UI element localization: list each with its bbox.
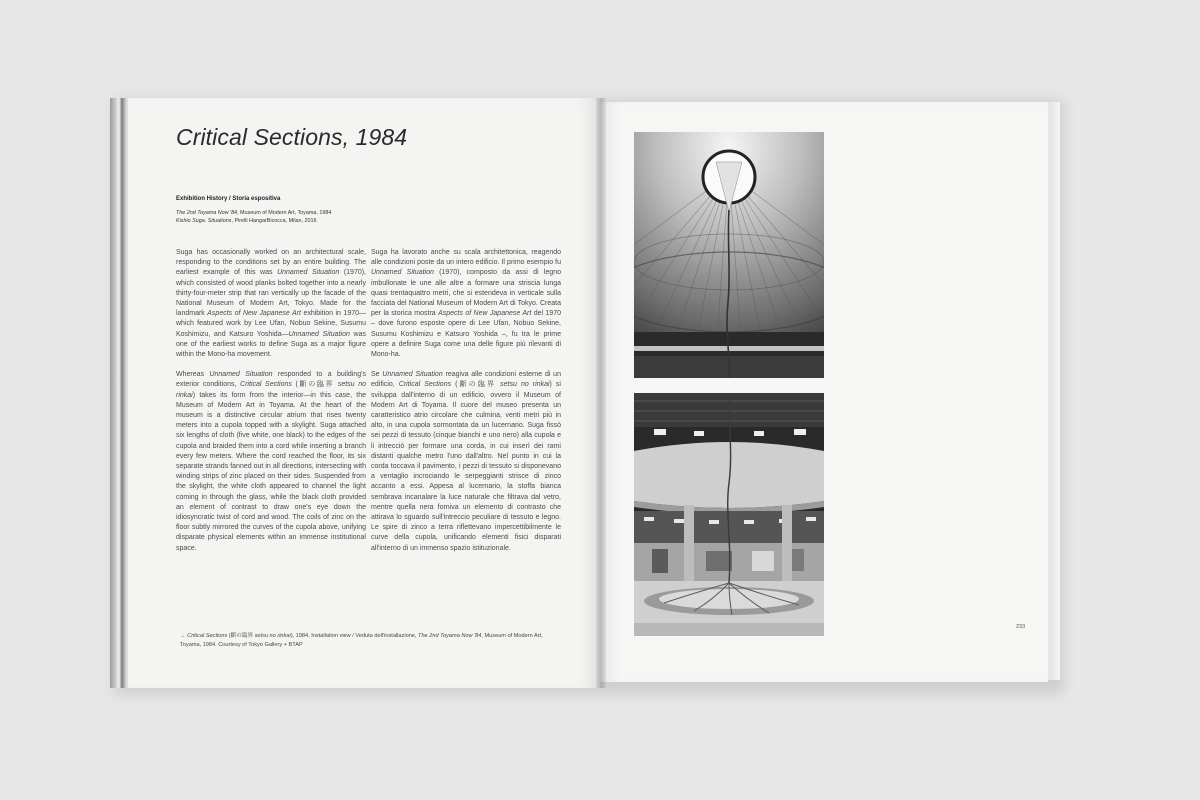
italic-text-run: Unnamed Situation bbox=[371, 269, 434, 277]
italic-text-run: setsu no rinkai bbox=[500, 381, 550, 389]
english-text-column bbox=[176, 248, 366, 564]
italic-text-run: Aspects of New Japanese Art bbox=[438, 310, 532, 318]
italic-text-run: Unnamed Situation bbox=[288, 330, 350, 338]
italic-text-run: Critical Sections bbox=[187, 633, 228, 639]
text-run: (斷の臨界 bbox=[291, 381, 338, 389]
page-title: Critical Sections, 1984 bbox=[176, 124, 408, 150]
page-number: 233 bbox=[1016, 624, 1026, 630]
text-run: (斷の臨界 bbox=[451, 381, 501, 389]
italic-text-run: setsu no rinkai bbox=[176, 381, 366, 399]
text-run: ) si sviluppa dall'interno di un edificio, ovvero il Museum of Modern Art di Toyama. Il cuore del museo presenta un caratteristico atrio circolare che culmina, venti metri più in alto, in una cupola sormontata da un lucernario. Suga fissò sei pezzi di tessuto (cinque bianchi e uno nero) alla cupola e li intrecciò per formare una corda, in cui inserì dei rami distanti qualche metro l'uno dall'altro. Nel punto in cui la corda toccava il pavimento, i pezzi di tessuto si disponevano a ventaglio incrociando le serpeggianti strisce di zinco accanto a essi. Appesa al lucernario, la stoffa bianca sembrava incanalare la luce naturale che filtrava dal vetro, mentre quella nera forniva un elemento di contrasto che attirava lo sguardo sull'intreccio peculiare di tessuto e legno. Le spire di zinco a terra riflettevano impercettibilmente le curve della cupola, unificando elementi fisici disparati all'interno di un immenso spazio istituzionale. bbox=[371, 381, 561, 552]
italic-text-run: Aspects of New Japanese Art bbox=[207, 310, 301, 318]
italic-text-run: setsu no rinkai bbox=[254, 633, 291, 639]
text-run: del 1970 – dove furono esposte opere di Lee Ufan, Nobuo Sekine, Susumu Koshimizu e Katsuro Yoshida –, fu tra le prime opere a definire Suga come una delle figure più rilevanti di Mono-ha. bbox=[371, 310, 561, 359]
text-run: reagiva alle condizioni esterne di un edificio, bbox=[371, 371, 561, 389]
text-run: → bbox=[180, 633, 188, 639]
italic-text-run: Critical Sections bbox=[240, 381, 292, 389]
exhibition-details: , Pirelli HangarBicocca, Milan, 2016 bbox=[231, 218, 317, 224]
exhibition-entry bbox=[176, 210, 331, 216]
exhibition-title: The 2nd Toyama Now '84 bbox=[176, 210, 238, 216]
italic-text-run: Critical Sections bbox=[398, 381, 452, 389]
text-run: Suga has occasionally worked on an architectural scale, responding to the conditions set by an entire building. The earliest example of this was bbox=[176, 249, 366, 277]
italic-text-run: Unnamed Situation bbox=[209, 371, 273, 379]
text-run: (1970), which consisted of wood planks bolted together into a nearly thirty-four-meter strip that ran vertically up the facade of the National Museum of Modern Art, Tokyo. Made for the landmark bbox=[176, 269, 367, 318]
text-run: Se bbox=[371, 371, 383, 379]
figure-caption bbox=[180, 632, 560, 650]
text-run: ) takes its form from the interior—in this case, the Museum of Modern Art in Toyama. At the heart of the museum is a distinctive circular atrium that rises twenty meters into a cupola topped with a skylight. Suga attached six lengths of cloth (five white, one black) to the edges of the cupola and braided them into a cord while inserting a branch every few meters. Where the cord reached the floor, its six separate strands fanned out in all directions, intersecting with winding strips of zinc placed on their sides. Suspended from the skylight, the white cloth appeared to channel the light coming in through the glass, while the black cloth provided an element of contrast to draw one's eye down the idiosyncratic twist of cord and wood. The coils of zinc on the floor subtly mirrored the curves of the cupola above, unifying disparate physical elements within an immense institutional space. bbox=[176, 391, 366, 552]
photo-cupola-skylight bbox=[634, 132, 824, 378]
italic-text-run: Unnamed Situation bbox=[277, 269, 340, 277]
text-run: (1970), composto da assi di legno imbullonate le une alle altre a formare una striscia lunga quasi trentaquattro metri, che si estendeva in verticale sulla facciata del National Museum of Modern Art di Tokyo. Creata per la storica mostra bbox=[371, 269, 561, 318]
text-run: Whereas bbox=[176, 371, 210, 379]
exhibition-title: Kishio Suga. Situations bbox=[176, 218, 232, 224]
text-run: responded to a building's exterior conditions, bbox=[176, 371, 366, 389]
text-run: (斷の臨界 bbox=[227, 633, 255, 639]
text-run: Suga ha lavorato anche su scala architettonica, reagendo alle condizioni poste da un intero edificio. Il primo esempio fu bbox=[371, 249, 561, 267]
english-paragraph-1 bbox=[176, 248, 366, 360]
photo-atrium-installation bbox=[634, 393, 824, 636]
text-run: , Museum of Modern Art, Toyama, 1984. Courtesy of Tokyo Gallery + BTAP bbox=[180, 633, 543, 648]
text-run: was one of the earliest works to define Suga as a major figure within the Mono-ha movement. bbox=[176, 330, 366, 359]
book-gutter bbox=[596, 98, 606, 688]
italian-paragraph-2 bbox=[371, 370, 561, 554]
italic-text-run: Unnamed Situation bbox=[382, 371, 443, 379]
exhibition-history-heading: Exhibition History / Storia espositiva bbox=[176, 196, 281, 202]
italian-text-column bbox=[371, 248, 561, 564]
text-run: exhibition in 1970—which featured work by Lee Ufan, Nobuo Sekine, Susumu Koshimizu, and Katsuro Yoshida— bbox=[176, 310, 366, 338]
italian-paragraph-1 bbox=[371, 248, 561, 360]
exhibition-entry bbox=[176, 218, 317, 224]
exhibition-details: , Museum of Modern Art, Toyama, 1984 bbox=[237, 210, 332, 216]
italic-text-run: The 2nd Toyama Now '84 bbox=[418, 633, 482, 639]
text-run: ), 1984. Installation view / Veduta dell'installazione, bbox=[290, 633, 419, 639]
english-paragraph-2 bbox=[176, 370, 366, 554]
